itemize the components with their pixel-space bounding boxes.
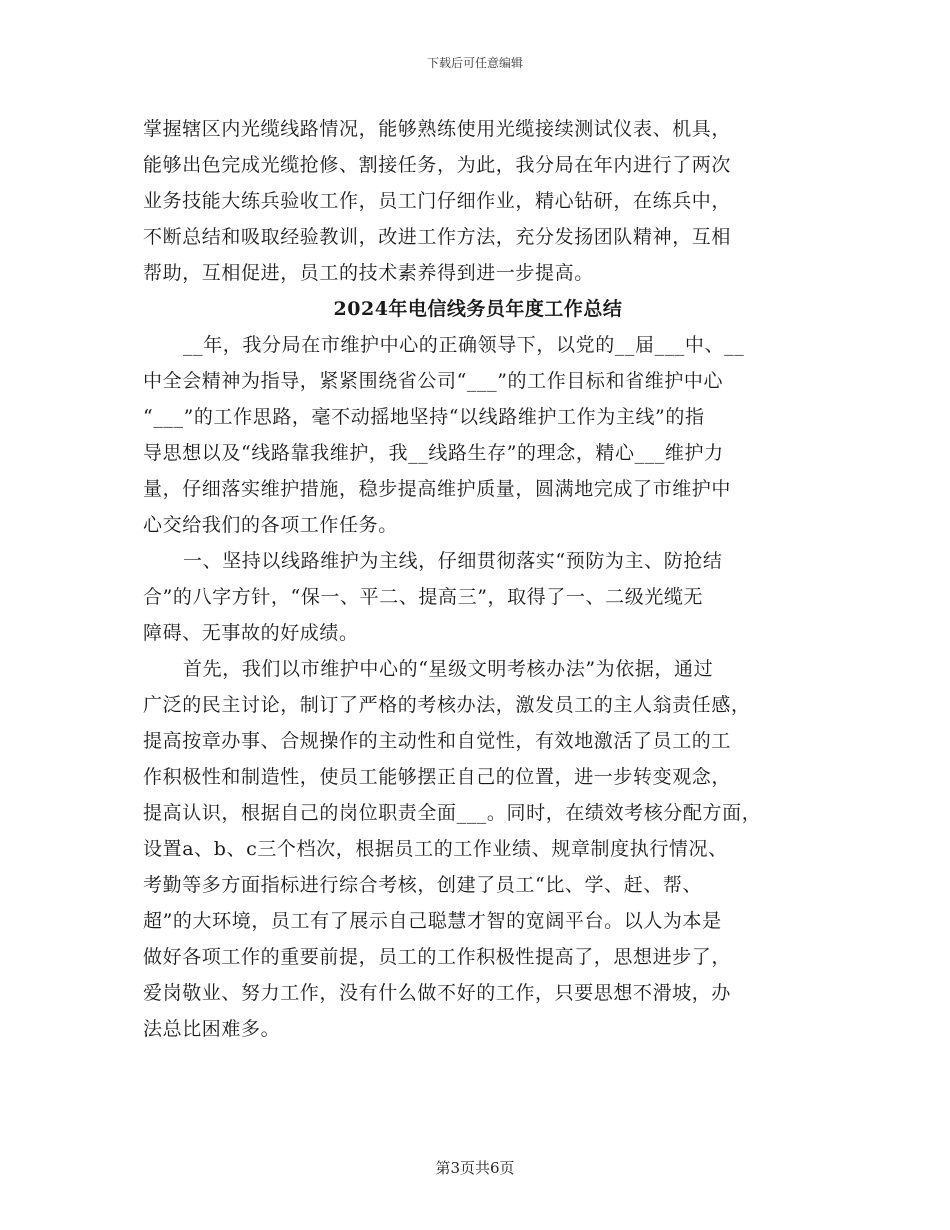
text-line: 帮助，互相促进，员工的技术素养得到进一步提高。 xyxy=(143,262,594,284)
text-line: 提高认识，根据自己的岗位职责全面___。同时，在绩效考核分配方面， xyxy=(143,802,762,824)
document-body xyxy=(143,111,813,1047)
paragraph-start-line: 一、坚持以线路维护为主线，仔细贯彻落实“预防为主、防抢结 xyxy=(183,550,723,572)
text-line: “___”的工作思路，毫不动摇地坚持“以线路维护工作为主线”的指 xyxy=(143,406,705,428)
text-line: 做好各项工作的重要前提，员工的工作积极性提高了，思想进步了， xyxy=(143,946,732,968)
text-line: 作积极性和制造性，使员工能够摆正自己的位置，进一步转变观念， xyxy=(143,766,732,788)
section-title: 2024年电信线务员年度工作总结 xyxy=(333,298,623,320)
text-line: 设置a、b、c三个档次，根据员工的工作业绩、规章制度执行情况、 xyxy=(143,838,728,860)
text-line: 提高按章办事、合规操作的主动性和自觉性，有效地激活了员工的工 xyxy=(143,730,732,752)
text-line: 合”的八字方针，“保一、平二、提高三”，取得了一、二级光缆无 xyxy=(143,586,704,608)
text-line: 导思想以及“线路靠我维护，我__线路生存”的理念，精心___维护力 xyxy=(143,442,724,464)
text-line: 业务技能大练兵验收工作，员工门仔细作业，精心钻研，在练兵中， xyxy=(143,190,732,212)
text-line: 爱岗敬业、努力工作，没有什么做不好的工作，只要思想不滑坡，办 xyxy=(143,982,732,1004)
text-line: 中全会精神为指导，紧紧围绕省公司“___”的工作目标和省维护中心 xyxy=(143,370,724,392)
text-line: 心交给我们的各项工作任务。 xyxy=(143,514,398,536)
page-number: 第3页共6页 xyxy=(435,1159,515,1177)
text-line: 掌握辖区内光缆线路情况，能够熟练使用光缆接续测试仪表、机具， xyxy=(143,118,732,140)
text-line: 超”的大环境，员工有了展示自己聪慧才智的宽阔平台。以人为本是 xyxy=(143,910,722,932)
text-line: 广泛的民主讨论，制订了严格的考核办法，激发员工的主人翁责任感， xyxy=(143,694,751,716)
text-line: 不断总结和吸取经验教训，改进工作方法，充分发扬团队精神，互相 xyxy=(143,226,732,248)
header-note: 下载后可任意编辑 xyxy=(426,56,523,70)
text-line: 障碍、无事故的好成绩。 xyxy=(143,622,359,644)
text-line: 能够出色完成光缆抢修、割接任务，为此，我分局在年内进行了两次 xyxy=(143,154,732,176)
text-line: 考勤等多方面指标进行综合考核，创建了员工“比、学、赶、帮、 xyxy=(143,874,703,896)
text-line: 量，仔细落实维护措施，稳步提高维护质量，圆满地完成了市维护中 xyxy=(143,478,732,500)
paragraph-start-line: 首先，我们以市维护中心的“星级文明考核办法”为依据，通过 xyxy=(183,658,714,680)
paragraph-start-line: __年，我分局在市维护中心的正确领导下，以党的__届___中、__ xyxy=(183,334,745,356)
text-line: 法总比困难多。 xyxy=(143,1018,281,1040)
